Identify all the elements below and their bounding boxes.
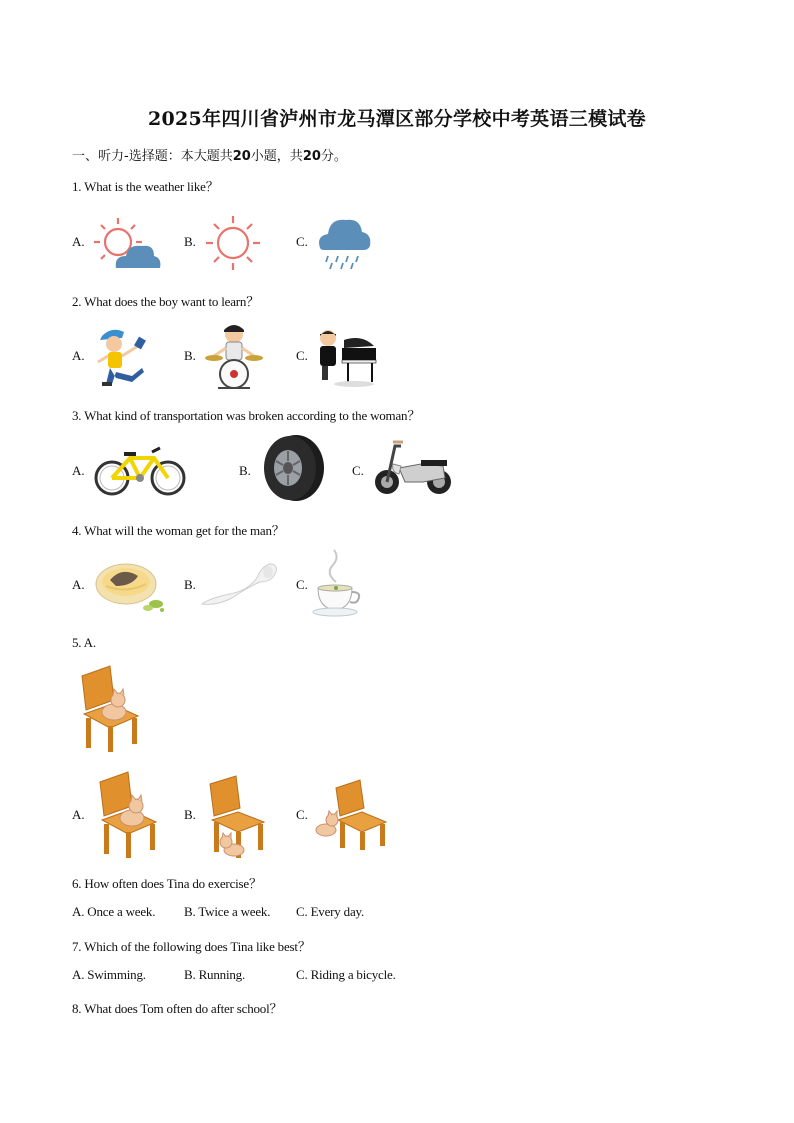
question-5: 5. A. xyxy=(72,635,96,650)
tea-cup-icon[interactable] xyxy=(310,548,362,618)
question-2: 2. What does the boy want to learn？ xyxy=(72,294,259,309)
chair-cat-beside-icon[interactable] xyxy=(312,778,388,852)
section-middle: 小题，共 xyxy=(250,149,303,164)
q3-option-a[interactable]: A. xyxy=(72,463,85,478)
chair-cat-on-icon[interactable] xyxy=(94,770,160,860)
q6-options xyxy=(72,904,364,920)
section-score: 20 xyxy=(302,149,321,164)
chair-cat-under-icon[interactable] xyxy=(206,774,268,860)
q5-option-a[interactable]: A. xyxy=(72,807,85,822)
q2-option-c[interactable]: C. xyxy=(296,348,308,363)
q6-option-c[interactable]: C. Every day. xyxy=(296,904,365,919)
q7-option-b[interactable]: B. Running. xyxy=(184,967,246,982)
q3-option-c[interactable]: C. xyxy=(352,463,364,478)
section-heading xyxy=(72,145,347,164)
q5-option-c[interactable]: C. xyxy=(296,807,308,822)
spoon-icon[interactable] xyxy=(200,558,278,608)
q7-option-c[interactable]: C. Riding a bicycle. xyxy=(296,967,396,982)
dancing-boy-icon[interactable] xyxy=(92,324,154,390)
page-title: 2025年四川省泸州市龙马潭区部分学校中考英语三模试卷 xyxy=(148,108,646,130)
q1-option-b[interactable]: B. xyxy=(184,234,196,249)
sun-icon[interactable] xyxy=(204,214,262,272)
question-8: 8. What does Tom often do after school？ xyxy=(72,1001,283,1016)
question-count: 20 xyxy=(232,149,251,164)
q5-option-b[interactable]: B. xyxy=(184,807,196,822)
q2-option-b[interactable]: B. xyxy=(184,348,196,363)
q1-option-a[interactable]: A. xyxy=(72,234,85,249)
q2-option-a[interactable]: A. xyxy=(72,348,85,363)
q7-options xyxy=(72,967,396,983)
question-4: 4. What will the woman get for the man？ xyxy=(72,523,285,538)
bicycle-icon[interactable] xyxy=(94,442,186,498)
rain-cloud-icon[interactable] xyxy=(316,212,372,270)
drummer-icon[interactable] xyxy=(204,322,264,390)
section-prefix: 一、听力-选择题：本大题共 xyxy=(72,149,233,164)
pianist-icon[interactable] xyxy=(314,326,378,388)
question-7: 7. Which of the following does Tina like best？ xyxy=(72,939,311,954)
tire-icon[interactable] xyxy=(260,433,326,503)
section-suffix: 分。 xyxy=(320,149,347,164)
q6-option-a[interactable]: A. Once a week. xyxy=(72,904,156,919)
q3-option-b[interactable]: B. xyxy=(239,463,251,478)
q4-option-a[interactable]: A. xyxy=(72,577,85,592)
q4-option-c[interactable]: C. xyxy=(296,577,308,592)
question-1: 1. What is the weather like？ xyxy=(72,179,219,194)
motorbike-icon[interactable] xyxy=(371,438,455,498)
reference-chair-cat-icon xyxy=(76,664,142,754)
q1-option-c[interactable]: C. xyxy=(296,234,308,249)
q6-option-b[interactable]: B. Twice a week. xyxy=(184,904,271,919)
question-3: 3. What kind of transportation was broken according to the woman？ xyxy=(72,408,421,423)
question-6: 6. How often does Tina do exercise？ xyxy=(72,876,262,891)
q7-option-a[interactable]: A. Swimming. xyxy=(72,967,146,982)
noodle-soup-icon[interactable] xyxy=(92,556,168,614)
sun-cloud-icon[interactable] xyxy=(92,214,164,272)
q4-option-b[interactable]: B. xyxy=(184,577,196,592)
